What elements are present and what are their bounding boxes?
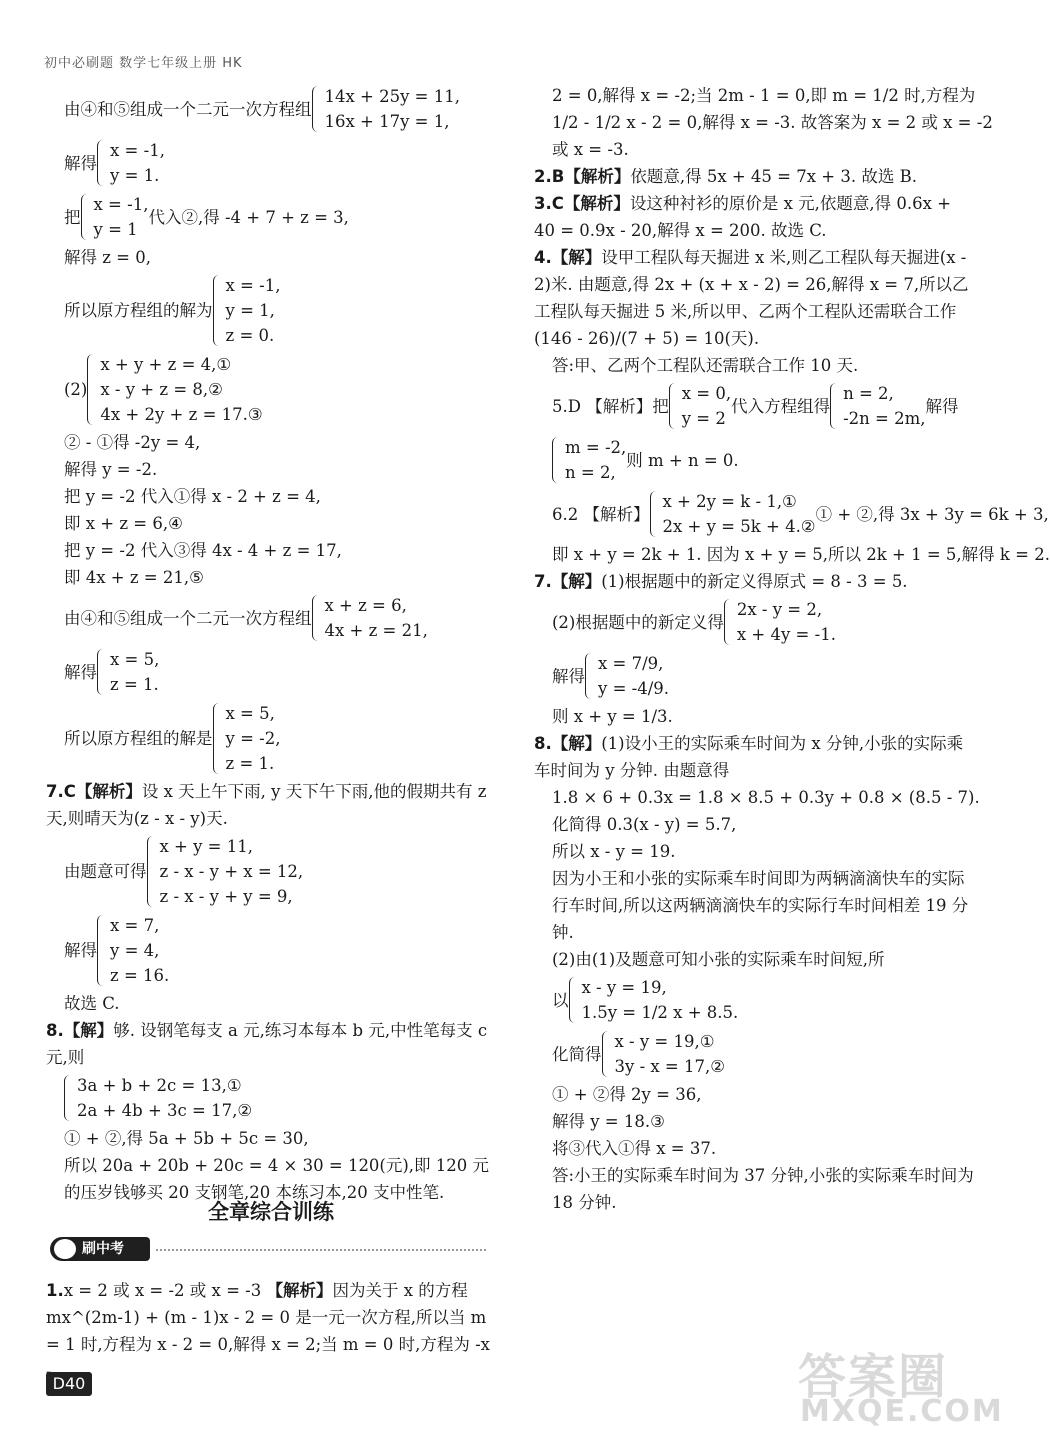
system-row: 3y - x = 17,②: [614, 1057, 726, 1076]
equation-line: [46, 82, 496, 136]
equation-system: [650, 489, 816, 539]
equation-prefix: 解得: [552, 666, 585, 686]
question-text: 够. 设钢笔每支 a 元,练习本每本 b 元,中性笔每支 c 元,则: [46, 1021, 488, 1067]
answer-text: x = 2 或 x = -2 或 x = -3: [63, 1281, 267, 1300]
system-row: 14x + 25y = 11,: [324, 87, 460, 106]
question-number: 8.: [534, 734, 552, 753]
text-line: 或 x = -3.: [552, 140, 629, 159]
equation-line: [46, 1071, 496, 1125]
system-row: z = 1.: [110, 675, 159, 694]
system-row: y = 1: [93, 220, 138, 239]
text-line: 则 x + y = 1/3.: [552, 707, 673, 726]
equation-line: [534, 595, 974, 649]
equation-prefix: 由④和⑤组成一个二元一次方程组: [64, 608, 312, 628]
text-line: 答:小王的实际乘车时间为 37 分钟,小张的实际乘车时间为 18 分钟.: [552, 1166, 974, 1212]
system-row: 3a + b + 2c = 13,①: [77, 1076, 242, 1095]
system-rows: [598, 651, 669, 701]
equation-line: [46, 699, 496, 778]
system-row: x = 5,: [225, 704, 275, 723]
system-rows: [226, 273, 281, 348]
system-rows: [565, 435, 626, 485]
section-title: 全章综合训练: [208, 1200, 334, 1224]
section-divider: [156, 1249, 486, 1251]
equation-system: [669, 381, 731, 431]
brace: [724, 599, 733, 645]
equation-system: [64, 1073, 252, 1123]
equation-system: [312, 593, 428, 643]
system-rows: [615, 1029, 726, 1079]
system-row: x = 0,: [681, 384, 732, 403]
brace: [585, 653, 594, 699]
equation-prefix: 所以原方程组的解是: [64, 729, 213, 748]
question-item: [534, 190, 974, 244]
solution-tag: 【解析】: [564, 167, 631, 186]
brace: [552, 437, 561, 483]
equation-prefix: 解得: [64, 153, 97, 173]
text-line: 因为小王和小张的实际乘车时间即为两辆滴滴快车的实际行车时间,所以这两辆滴滴快车的实际行车时间相差 19 分钟.: [552, 869, 969, 942]
equation-system: [312, 84, 461, 134]
system-rows: [582, 975, 739, 1025]
brace: [650, 491, 659, 537]
system-rows: [843, 381, 925, 431]
equation-line: [46, 645, 496, 699]
question-text: 设这种衬衫的原价是 x 元,依题意,得 0.6x + 40 = 0.9x - 20,解得 x = 200. 故选 C.: [534, 194, 952, 240]
system-row: x + 2y = k - 1,①: [662, 492, 797, 511]
equation-line: [46, 911, 496, 990]
equation-line: [46, 271, 496, 350]
question-text: 因为关于 x 的方程 mx^(2m-1) + (m - 1)x - 2 = 0 是一元一次方程,所以当 m = 1 时,方程为 x - 2 = 0,解得 x = 2;当 m = 0 时,方程为 -x: [46, 1281, 490, 1354]
system-row: 4x + z = 21,: [324, 621, 428, 640]
equation-system: [97, 138, 165, 188]
equation-system: [602, 1029, 726, 1079]
brace: [569, 977, 578, 1023]
system-row: 2a + 4b + 3c = 17,②: [77, 1101, 253, 1120]
question-text: (1)根据题中的新定义得原式 = 8 - 3 = 5.: [601, 572, 908, 591]
system-row: x - y = 19,: [581, 978, 667, 997]
brace: [830, 383, 839, 429]
equation-line: [534, 973, 974, 1027]
text-line: 把 y = -2 代入③得 4x - 4 + z = 17,: [64, 541, 342, 560]
question-item: [46, 1277, 496, 1385]
equation-system: [724, 597, 836, 647]
brace: [87, 354, 96, 425]
system-row: 4x + 2y + z = 17.③: [100, 405, 263, 424]
solution-tag: 【解析】: [563, 194, 630, 213]
equation-line: [534, 1027, 974, 1081]
system-row: y = 1,: [225, 301, 275, 320]
system-row: x + z = 6,: [324, 596, 407, 615]
system-row: z - x - y + y = 9,: [159, 887, 293, 906]
question-number: 4.: [534, 248, 552, 267]
system-rows: [110, 138, 165, 188]
badge-label: 刷中考: [82, 1241, 124, 1257]
system-row: z = 16.: [110, 966, 170, 985]
equation-system: [569, 975, 739, 1025]
equation-line: [534, 487, 1049, 541]
equation-prefix: 5.D 【解析】把: [552, 396, 669, 416]
text-line: 故选 C.: [64, 994, 120, 1013]
watermark-logo: 答案圈: [798, 1349, 949, 1405]
text-line: 解得 z = 0,: [64, 248, 151, 267]
question-number: 7.C: [46, 782, 76, 801]
brace: [64, 1075, 73, 1121]
equation-line: [534, 649, 974, 703]
exam-badge: [50, 1237, 150, 1261]
system-rows: [325, 593, 428, 643]
equation-prefix: 以: [552, 990, 569, 1010]
question-item: [534, 244, 974, 352]
equation-line: [46, 136, 496, 190]
system-row: x = 7/9,: [598, 654, 664, 673]
equation-prefix: 把: [64, 207, 81, 227]
system-row: x = -1,: [110, 141, 165, 160]
equation-system: [147, 834, 304, 909]
system-row: -2n = 2m,: [843, 409, 926, 428]
equation-suffix: 代入方程组得: [731, 396, 831, 416]
text-line: 2 = 0,解得 x = -2;当 2m - 1 = 0,即 m = 1/2 时,方程为: [552, 86, 976, 105]
equation-suffix: 代入②,得 -4 + 7 + z = 3,: [148, 207, 349, 227]
text-line: 将③代入①得 x = 37.: [552, 1139, 717, 1158]
system-row: y = 2: [681, 409, 726, 428]
equation-system: [81, 192, 149, 242]
text-line: ① + ②得 2y = 36,: [552, 1085, 702, 1104]
system-row: 2x + y = 5k + 4.②: [662, 517, 816, 536]
question-number: 7.: [534, 572, 552, 591]
system-row: x + y = 11,: [159, 837, 253, 856]
equation-system: [97, 913, 169, 988]
equation-prefix: 6.2 【解析】: [552, 504, 650, 524]
system-rows: [94, 192, 149, 242]
question-text: 设 x 天上午下雨, y 天下午下雨,他的假期共有 z 天,则晴天为(z - x - y)天.: [46, 782, 487, 828]
equation-suffix: 解得: [925, 396, 959, 416]
text-line: 解得 y = 18.③: [552, 1112, 665, 1131]
equation-prefix: 由题意可得: [64, 862, 147, 881]
text-line: ① + ②,得 5a + 5b + 5c = 30,: [64, 1129, 309, 1148]
equation-system: [87, 352, 262, 427]
system-row: x + y + z = 4,①: [100, 355, 232, 374]
system-rows: [160, 834, 304, 909]
brace: [97, 140, 106, 186]
pen-icon: [54, 1239, 76, 1259]
system-row: n = 2,: [843, 384, 894, 403]
system-row: 1.5y = 1/2 x + 8.5.: [581, 1003, 739, 1022]
text-line: 1/2 - 1/2 x - 2 = 0,解得 x = -3. 故答案为 x = 2 或 x = -2: [552, 113, 993, 132]
system-rows: [100, 352, 262, 427]
system-rows: [226, 701, 281, 776]
question-number: 1.: [46, 1281, 64, 1300]
question-item: [46, 1017, 496, 1071]
brace: [669, 383, 678, 429]
system-row: n = 2,: [565, 463, 616, 482]
text-line: 1.8 × 6 + 0.3x = 1.8 × 8.5 + 0.3y + 0.8 × (8.5 - 7).: [552, 788, 980, 807]
equation-line: [534, 433, 974, 487]
equation-line: [46, 190, 496, 244]
solution-tag: 【解】: [551, 572, 602, 591]
running-header: 初中必刷题 数学七年级上册 HK: [44, 56, 243, 71]
equation-prefix: 所以原方程组的解为: [64, 301, 213, 320]
equation-line: [46, 832, 496, 911]
question-number: 2.B: [534, 167, 565, 186]
system-rows: [110, 647, 159, 697]
right-column: [534, 82, 1050, 1216]
page-number: D40: [46, 1372, 92, 1396]
solution-tag: 【解析】: [266, 1281, 333, 1300]
question-item: [534, 163, 974, 190]
equation-system: [552, 435, 626, 485]
system-row: y = -2,: [225, 729, 281, 748]
question-text: 依题意,得 5x + 45 = 7x + 3. 故选 B.: [630, 167, 917, 186]
system-row: 16x + 17y = 1,: [324, 112, 450, 131]
equation-line: [46, 350, 496, 429]
brace: [81, 194, 90, 240]
system-row: z = 0.: [225, 326, 275, 345]
solution-tag: 【解】: [551, 734, 602, 753]
equation-system: [97, 647, 159, 697]
system-row: x - y = 19,①: [614, 1032, 715, 1051]
system-rows: [325, 84, 461, 134]
question-number: 3.C: [534, 194, 564, 213]
brace: [602, 1031, 611, 1077]
text-line: 答:甲、乙两个工程队还需联合工作 10 天.: [552, 356, 859, 375]
solution-tag: 【解】: [551, 248, 602, 267]
solution-tag: 【解】: [63, 1021, 114, 1040]
solution-tag: 【解析】: [75, 782, 142, 801]
text-line: 即 x + z = 6,④: [64, 514, 183, 533]
system-row: x + 4y = -1.: [736, 625, 836, 644]
system-row: x - y + z = 8,②: [100, 380, 223, 399]
system-row: z = 1.: [225, 754, 275, 773]
equation-system: [830, 381, 925, 431]
left-bottom-answer: [46, 1277, 496, 1385]
system-rows: [682, 381, 731, 431]
equation-prefix: 解得: [64, 941, 97, 960]
system-row: z - x - y + x = 12,: [159, 862, 304, 881]
equation-suffix: 则 m + n = 0.: [626, 450, 739, 470]
question-text: 设甲工程队每天掘进 x 米,则乙工程队每天掘进(x - 2)米. 由题意,得 2x + (x + x - 2) = 26,解得 x = 7,所以乙工程队每天掘进 5 米,所以甲、乙两个工程队还需联合工作 (146 - 26)/(7 + 5) = 10(天).: [534, 248, 969, 348]
system-row: x = 7,: [110, 916, 160, 935]
system-rows: [737, 597, 836, 647]
brace: [312, 595, 321, 641]
equation-suffix: ① + ②,得 3x + 3y = 6k + 3,: [815, 504, 1049, 524]
brace: [97, 915, 106, 986]
equation-prefix: (2)根据题中的新定义得: [552, 612, 724, 632]
text-line: 解得 y = -2.: [64, 460, 158, 479]
text-line: 所以 x - y = 19.: [552, 842, 676, 861]
system-rows: [663, 489, 816, 539]
left-column: [46, 82, 496, 1206]
brace: [147, 836, 156, 907]
equation-system: [213, 273, 281, 348]
equation-prefix: (2): [64, 380, 88, 399]
equation-prefix: 解得: [64, 662, 97, 682]
system-row: y = -4/9.: [598, 679, 670, 698]
system-row: x = 5,: [110, 650, 160, 669]
text-line: (2)由(1)及题意可知小张的实际乘车时间短,所: [552, 950, 885, 969]
text-line: 所以 20a + 20b + 20c = 4 × 30 = 120(元),即 120 元的压岁钱够买 20 支钢笔,20 本练习本,20 支中性笔.: [64, 1156, 490, 1202]
brace: [97, 649, 106, 695]
brace: [312, 86, 321, 132]
equation-line: [46, 591, 496, 645]
brace: [213, 703, 222, 774]
system-row: y = 1.: [110, 166, 160, 185]
question-item: [534, 730, 974, 784]
question-item: [534, 568, 974, 595]
equation-prefix: 由④和⑤组成一个二元一次方程组: [64, 99, 312, 119]
question-item: [46, 778, 496, 832]
question-text: (1)设小王的实际乘车时间为 x 分钟,小张的实际乘车时间为 y 分钟. 由题意得: [534, 734, 964, 780]
system-rows: [77, 1073, 252, 1123]
text-line: 把 y = -2 代入①得 x - 2 + z = 4,: [64, 487, 321, 506]
equation-prefix: 化简得: [552, 1044, 602, 1064]
system-row: x = -1,: [93, 195, 149, 214]
brace: [213, 275, 222, 346]
equation-system: [213, 701, 281, 776]
system-rows: [110, 913, 169, 988]
system-row: y = 4,: [110, 941, 160, 960]
system-row: m = -2,: [565, 438, 627, 457]
text-line: 即 4x + z = 21,⑤: [64, 568, 204, 587]
system-row: 2x - y = 2,: [736, 600, 823, 619]
equation-line: [534, 379, 974, 433]
system-row: x = -1,: [225, 276, 281, 295]
question-number: 8.: [46, 1021, 64, 1040]
text-line: 化简得 0.3(x - y) = 5.7,: [552, 815, 737, 834]
text-line: 即 x + y = 2k + 1. 因为 x + y = 5,所以 2k + 1 = 5,解得 k = 2.: [552, 545, 1050, 564]
text-line: ② - ①得 -2y = 4,: [64, 433, 201, 452]
watermark-url: MXQE.COM: [800, 1394, 1004, 1429]
equation-system: [585, 651, 669, 701]
